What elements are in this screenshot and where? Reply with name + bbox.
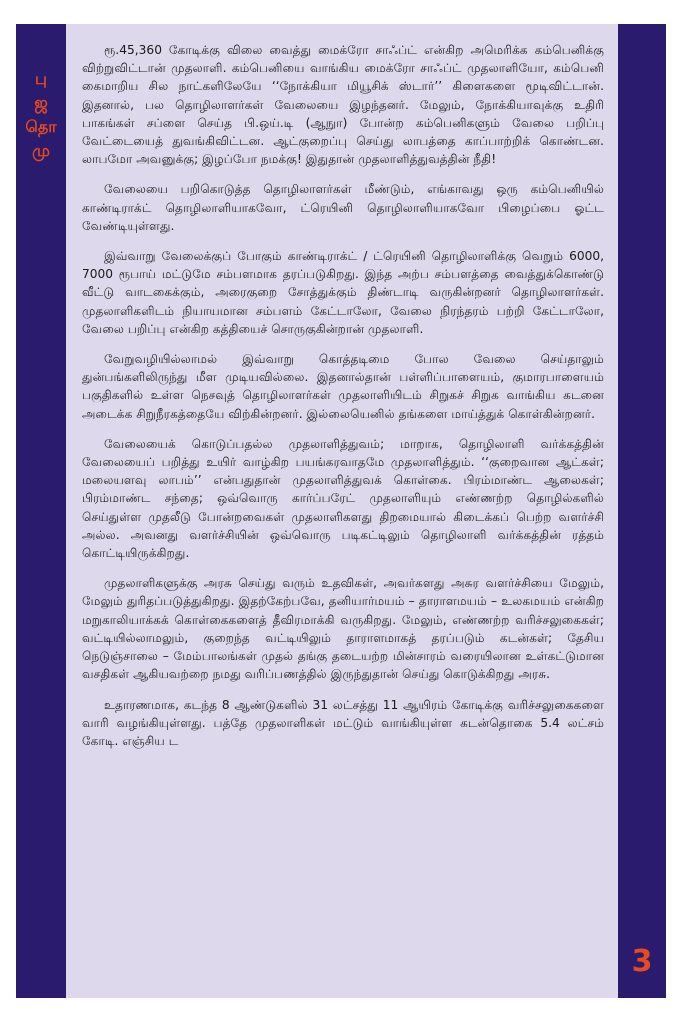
- title-char: மு: [32, 141, 50, 160]
- page-number: 3: [631, 944, 653, 979]
- article-paragraph: ரூ.45,360 கோடிக்கு விலை வைத்து மைக்ரோ சாஃப்ட் என்கிற அமெரிக்க கம்பெனிக்கு விற்றுவிட்டான் முதலாளி. கம்பெனியை வாங்கிய மைக்ரோ சாஃப்ட் முதலாளியோ, கம்பெனி கைமாறிய சில நாட்களிலேயே ‘‘நோக்கியா மியூசிக் ஸ்டார்’’ கிளைகளை மூடிவிட்டான். இதனால், பல தொழிலாளர்கள் வேலையை இழந்தனர். மேலும், நோக்கியாவுக்கு உதிரி பாகங்கள் சப்ளை செய்த பி.ஒய்.டி (ஆநுா) போன்ற கம்பெனிகளும் வேலை பறிப்பு வேட்டையைத் துவங்கிவிட்டன. ஆட்குறைப்பு செய்து லாபத்தை காப்பாற்றிக் கொண்டன. லாபமோ அவனுக்கு; இழப்போ நமக்கு! இதுதான் முதலாளித்துவத்தின் நீதி!: [82, 43, 604, 167]
- article-paragraph: உதாரணமாக, கடந்த 8 ஆண்டுகளில் 31 லட்சத்து 11 ஆயிரம் கோடிக்கு வரிச்சலுகைகளை வாரி வழங்கியுள்ளது. பத்தே முதலாளிகள் மட்டும் வாங்கியுள்ள கடன்தொகை 5.4 லட்சம் கோடி. எஞ்சிய ட: [82, 697, 604, 748]
- article-paragraph: வேலையைக் கொடுப்பதல்ல முதலாளித்துவம்; மாறாக, தொழிலாளி வர்க்கத்தின் வேலையைப் பறித்து உயிர் வாழ்கிற பயங்கரவாதமே முதலாளித்தும். ‘‘குறைவான ஆட்கள்; மலையளவு லாபம்’’ என்பதுதான் முதலாளித்துவக் கொள்கை. பிரம்மாண்ட ஆலைகள்; பிரம்மாண்ட சந்தை; ஒவ்வொரு கார்ப்பரேட் முதலாளியும் எண்ணற்ற தொழில்களில் செய்துள்ள முதலீடு போன்றவைகள் முதலாளிகளது திறமையால் கிடைக்கப் பெற்ற வளர்ச்சி அல்ல. அவனது வளர்ச்சியின் ஒவ்வொரு படிகட்டிலும் தொழிலாளி வர்க்கத்தின் ரத்தம் கொட்டியிருக்கிறது.: [82, 436, 604, 561]
- article-paragraph: வேறுவழியில்லாமல் இவ்வாறு கொத்தடிமை போல வேலை செய்தாலும் துன்பங்களிலிருந்து மீள முடியவில்லை. இதனால்தான் பள்ளிப்பாளையம், குமாரபாளையம் பகுதிகளில் உள்ள நெசவுத் தொழிலாளர்கள் முதலாளியிடம் சிறுகச் சிறுக வாங்கிய கடனை அடைக்க சிறுநீரகத்தையே விற்கின்றனர். இல்லையெனில் தங்களை மாய்த்துக் கொள்கின்றனர்.: [82, 352, 604, 421]
- title-char: தொ: [25, 117, 57, 136]
- vertical-publication-title: [16, 68, 66, 164]
- article-paragraph: வேலையை பறிகொடுத்த தொழிலாளர்கள் மீண்டும், எங்காவது ஒரு கம்பெனியில் காண்டிராக்ட் தொழிலாளியாகவோ, ட்ரெயினி தொழிலாளியாகவோ பிழைப்பை ஓட்ட வேண்டியுள்ளது.: [82, 182, 604, 233]
- right-sidebar-band: [618, 24, 666, 998]
- left-sidebar-band: [16, 24, 66, 998]
- title-char: பு: [35, 69, 47, 88]
- article-body: [66, 24, 618, 998]
- title-char: ஜ: [34, 93, 48, 112]
- article-paragraph: முதலாளிகளுக்கு அரசு செய்து வரும் உதவிகள், அவர்களது அசுர வளர்ச்சியை மேலும், மேலும் துரிதப்படுத்துகிறது. இதற்கேற்பவே, தனியார்மயம் – தாராளமயம் – உலகமயம் என்கிற மறுகாலியாக்கக் கொள்கைகளைத் தீவிரமாக்கி வருகிறது. மேலும், எண்ணற்ற வரிச்சலுகைகள்; வட்டியில்லாமலும், குறைந்த வட்டியிலும் தாராளமாகத் தரப்படும் கடன்கள்; தேசிய நெடுஞ்சாலை – மேம்பாலங்கள் முதல் தங்கு தடையற்ற மின்சாரம் வரையிலான உள்கட்டுமான வசதிகள் ஆகியவற்றை நமது வரிப்பணத்தில் இருந்துதான் செய்து கொடுக்கிறது அரசு.: [82, 576, 604, 682]
- article-paragraph: இவ்வாறு வேலைக்குப் போகும் காண்டிராக்ட் / ட்ரெயினி தொழிலாளிக்கு வெறும் 6000, 7000 ரூபாய் மட்டுமே சம்பளமாக தரப்படுகிறது. இந்த அற்ப சம்பளத்தை வைத்துக்கொண்டு வீட்டு வாடகைக்கும், அரைகுறை சோத்துக்கும் திண்டாடி வருகின்றனர் தொழிலாளர்கள். முதலாளிகளிடம் நியாயமான சம்பளம் கேட்டாலோ, வேலை நிரந்தரம் பற்றி கேட்டாலோ, வேலை பறிப்பு என்கிற கத்தியைச் சொருகுகின்றான் முதலாளி.: [82, 249, 604, 336]
